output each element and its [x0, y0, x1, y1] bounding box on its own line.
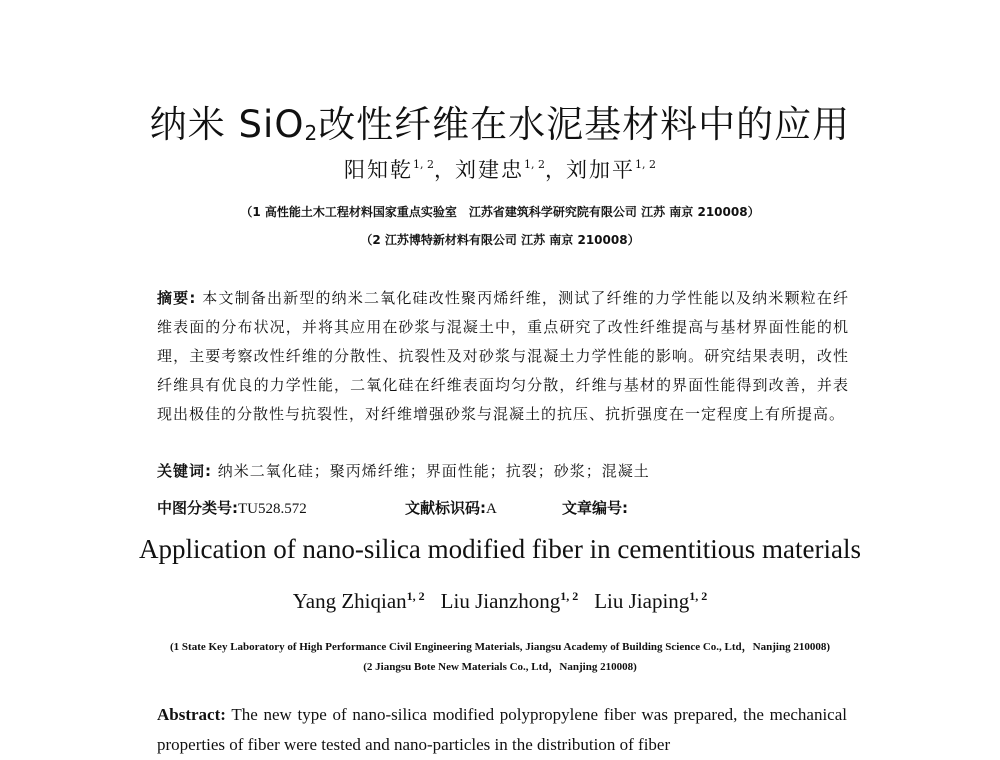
- doc-code-value: A: [486, 501, 497, 517]
- chinese-title: [0, 94, 1000, 148]
- chinese-title-part-2: 改性纤维在水泥基材料中的应用: [318, 103, 851, 146]
- chinese-author-affiliation-mark: 1, 2: [635, 158, 656, 171]
- chinese-title-subscript: 2: [304, 121, 319, 145]
- chinese-author-affiliation-mark: 1, 2: [413, 158, 434, 171]
- english-affiliation-1: (1 State Key Laboratory of High Performance Civil Engineering Materials, Jiangsu Academy of Building Science Co., Ltd，Nanjing 210008): [170, 641, 830, 653]
- clc-value: TU528.572: [238, 501, 307, 517]
- chinese-authors: [0, 154, 1000, 184]
- english-title: Application of nano-silica modified fiber in cementitious materials: [138, 534, 862, 564]
- english-author-affiliation-mark: 1, 2: [689, 589, 708, 603]
- article-number-label: 文章编号:: [562, 499, 628, 517]
- author-separator: ，: [545, 158, 566, 182]
- chinese-keywords-label: 关键词:: [157, 462, 212, 480]
- chinese-author-name: 阳知乾: [344, 158, 413, 182]
- chinese-affiliation-2: （2 江苏博特新材料有限公司 江苏 南京 210008）: [360, 233, 640, 247]
- english-author-name: Yang Zhiqian: [292, 589, 407, 613]
- english-abstract: [157, 700, 847, 760]
- english-abstract-text: The new type of nano-silica modified polypropylene fiber was prepared, the mechanical properties of fiber were tested and nano-particles in the distribution of fiber: [157, 705, 847, 754]
- chinese-author-name: 刘加平: [566, 158, 635, 182]
- chinese-title-part-1: 纳米 SiO: [149, 103, 305, 146]
- chinese-keywords: [157, 460, 857, 481]
- doc-code-label: 文献标识码:: [405, 499, 486, 517]
- english-author-affiliation-mark: 1, 2: [406, 589, 425, 603]
- english-author-name: Liu Jiaping: [594, 589, 690, 613]
- classification-row: [157, 497, 857, 518]
- english-author-name: Liu Jianzhong: [440, 589, 561, 613]
- chinese-keywords-text: 纳米二氧化硅；聚丙烯纤维；界面性能；抗裂；砂浆；混凝土: [217, 462, 650, 480]
- chinese-author-name: 刘建忠: [455, 158, 524, 182]
- english-author-affiliation-mark: 1, 2: [560, 589, 579, 603]
- clc-label: 中图分类号:: [157, 499, 238, 517]
- chinese-abstract-label: 摘要:: [157, 289, 197, 307]
- english-affiliation-2: (2 Jiangsu Bote New Materials Co., Ltd，Nanjing 210008): [363, 661, 637, 673]
- english-authors: [0, 589, 1000, 614]
- chinese-abstract: [157, 284, 849, 429]
- chinese-abstract-text: 本文制备出新型的纳米二氧化硅改性聚丙烯纤维，测试了纤维的力学性能以及纳米颗粒在纤维表面的分布状况，并将其应用在砂浆与混凝土中，重点研究了改性纤维提高与基材界面性能的机理，主要考察改性纤维的分散性、抗裂性及对砂浆与混凝土力学性能的影响。研究结果表明，改性纤维具有优良的力学性能，二氧化硅在纤维表面均匀分散，纤维与基材的界面性能得到改善，并表现出极佳的分散性与抗裂性，对纤维增强砂浆与混凝土的抗压、抗折强度在一定程度上有所提高。: [157, 289, 849, 423]
- chinese-affiliation-1: （1 高性能土木工程材料国家重点实验室 江苏省建筑科学研究院有限公司 江苏 南京 210008）: [240, 205, 760, 219]
- chinese-author-affiliation-mark: 1, 2: [524, 158, 545, 171]
- author-separator: ，: [434, 158, 455, 182]
- english-abstract-label: Abstract:: [157, 705, 226, 724]
